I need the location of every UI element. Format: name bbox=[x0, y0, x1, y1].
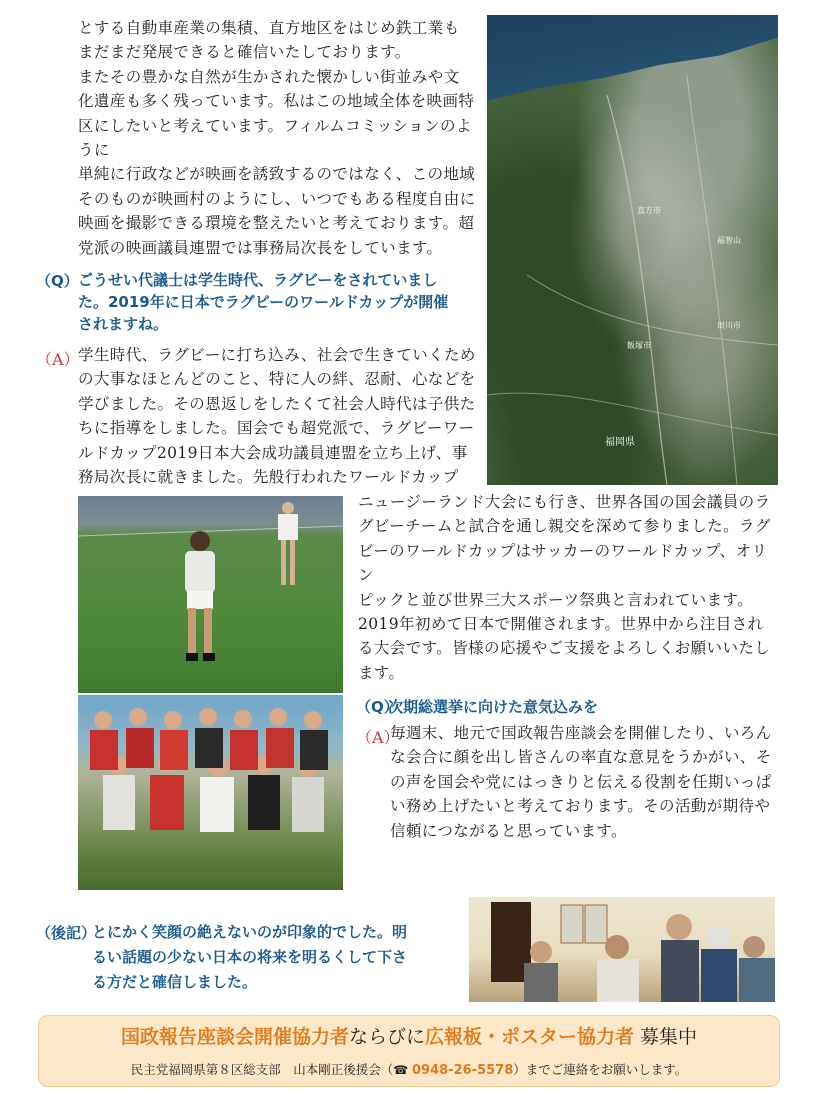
answer-1 bbox=[78, 343, 483, 489]
answer-line: の大事なほとんどのこと、特に人の絆、忍耐、心などを bbox=[78, 370, 476, 389]
banner-title-part: 広報板・ポスター協力者 bbox=[424, 1026, 634, 1048]
intro-line: 単純に行政などが映画を誘致するのではなく、この地域 bbox=[78, 165, 476, 184]
intro-line: まだまだ発展できると確信いたしております。 bbox=[78, 43, 411, 62]
answer-line: ます。 bbox=[358, 663, 405, 682]
question-line: されますね。 bbox=[78, 315, 169, 333]
meeting-scene bbox=[469, 897, 775, 1002]
answer-line: 務局次長に就きました。先般行われたワールドカップ bbox=[78, 468, 459, 487]
afterword-line: るい話題の少ない日本の将来を明るくして下さ bbox=[92, 948, 408, 966]
answer-line: 学生時代、ラグビーに打ち込み、社会で生きていくため bbox=[78, 346, 476, 364]
meeting-photo bbox=[469, 897, 775, 1002]
banner-title-part: 募集中 bbox=[634, 1026, 698, 1048]
answer-line: 学びました。その恩返しをしたくて社会人時代は子供た bbox=[78, 394, 476, 413]
answer-tag: （A） bbox=[36, 350, 80, 369]
question-2: 次期総選挙に向けた意気込みを bbox=[388, 698, 599, 716]
answer-line: な会合に顔を出し皆さんの率直な意見をうかがい、そ bbox=[390, 748, 772, 767]
banner-title-part: ならびに bbox=[348, 1026, 425, 1048]
answer-line: 信頼につながると思っています。 bbox=[390, 821, 627, 840]
answer-line: グビーチームと試合を通し親交を深めて参りました。ラグ bbox=[358, 517, 771, 536]
afterword-line: とにかく笑顔の絶えないのが印象的でした。明 bbox=[92, 923, 408, 941]
answer-line: い務め上げたいと考えております。その活動が期待や bbox=[390, 797, 771, 816]
team-group-photo bbox=[78, 695, 343, 890]
answer-line: 毎週末、地元で国政報告座談会を開催したり、いろん bbox=[390, 724, 772, 742]
contact-prefix: 民主党福岡県第８区総支部 山本剛正後援会（ bbox=[130, 1062, 394, 1077]
answer-line: ルドカップ2019日本大会成功議員連盟を立ち上げ、事 bbox=[78, 443, 468, 462]
afterword-line: る方だと確信しました。 bbox=[92, 973, 258, 991]
player-figure bbox=[78, 496, 343, 693]
answer-line: ビーのワールドカップはサッカーのワールドカップ、オリン bbox=[358, 541, 768, 585]
banner-contact bbox=[39, 1060, 779, 1078]
answer-line: ちに指導をしました。国会でも超党派で、ラグビーワー bbox=[78, 419, 475, 438]
question-1 bbox=[78, 269, 483, 335]
map-label: 直方市 bbox=[637, 206, 661, 215]
answer-1-continued bbox=[358, 490, 778, 685]
recruitment-banner bbox=[38, 1015, 780, 1087]
phone-number[interactable]: 0948-26-5578 bbox=[412, 1063, 514, 1078]
answer-tag: （A） bbox=[356, 728, 400, 747]
intro-line: またその豊かな自然が生かされた懐かしい街並みや文 bbox=[78, 67, 460, 86]
intro-line: 化遺産も多く残っています。私はこの地域全体を映画特 bbox=[78, 92, 475, 111]
afterword-text bbox=[92, 920, 462, 995]
intro-line: 党派の映画議員連盟では事務局次長をしています。 bbox=[78, 238, 443, 257]
intro-paragraph bbox=[78, 16, 483, 260]
satellite-map-image bbox=[487, 15, 778, 485]
map-label: 福智山 bbox=[717, 236, 741, 245]
map-label: 飯塚市 bbox=[627, 341, 651, 350]
map-label: 福岡県 bbox=[605, 437, 635, 448]
afterword-tag: （後記） bbox=[36, 924, 97, 942]
rugby-field-photo bbox=[78, 496, 343, 693]
answer-line: る大会です。皆様の応援やご支援をよろしくお願いいたし bbox=[358, 639, 771, 658]
team-members bbox=[78, 695, 343, 890]
answer-line: の声を国会や党にはっきりと伝える役割を任期いっぱ bbox=[390, 772, 772, 791]
question-line: た。2019年に日本でラグビーのワールドカップが開催 bbox=[78, 293, 449, 311]
answer-line: 2019年初めて日本で開催されます。世界中から注目され bbox=[358, 615, 764, 634]
question-line: ごうせい代議士は学生時代、ラグビーをされていまし bbox=[78, 271, 438, 289]
intro-line: 区にしたいと考えています。フィルムコミッションのように bbox=[78, 116, 472, 160]
banner-title bbox=[39, 1022, 779, 1049]
answer-2 bbox=[390, 721, 780, 843]
banner-title-part: 国政報告座談会開催協力者 bbox=[120, 1026, 349, 1048]
question-tag: （Q） bbox=[356, 698, 399, 716]
map-label: 田川市 bbox=[717, 321, 741, 330]
question-tag: （Q） bbox=[36, 272, 79, 290]
intro-line: そのものが映画村のようにし、いつでもある程度自由に bbox=[78, 189, 476, 208]
answer-line: ピックと並び世界三大スポーツ祭典と言われています。 bbox=[358, 590, 754, 609]
intro-line: とする自動車産業の集積、直方地区をはじめ鉄工業も bbox=[78, 19, 460, 37]
answer-line: ニュージーランド大会にも行き、世界各国の国会議員のラ bbox=[358, 493, 771, 511]
intro-line: 映画を撮影できる環境を整えたいと考えております。超 bbox=[78, 214, 475, 233]
phone-icon: ☎ bbox=[393, 1063, 412, 1077]
contact-suffix: ）までご連絡をお願いします。 bbox=[513, 1062, 688, 1077]
map-roads bbox=[487, 15, 778, 485]
